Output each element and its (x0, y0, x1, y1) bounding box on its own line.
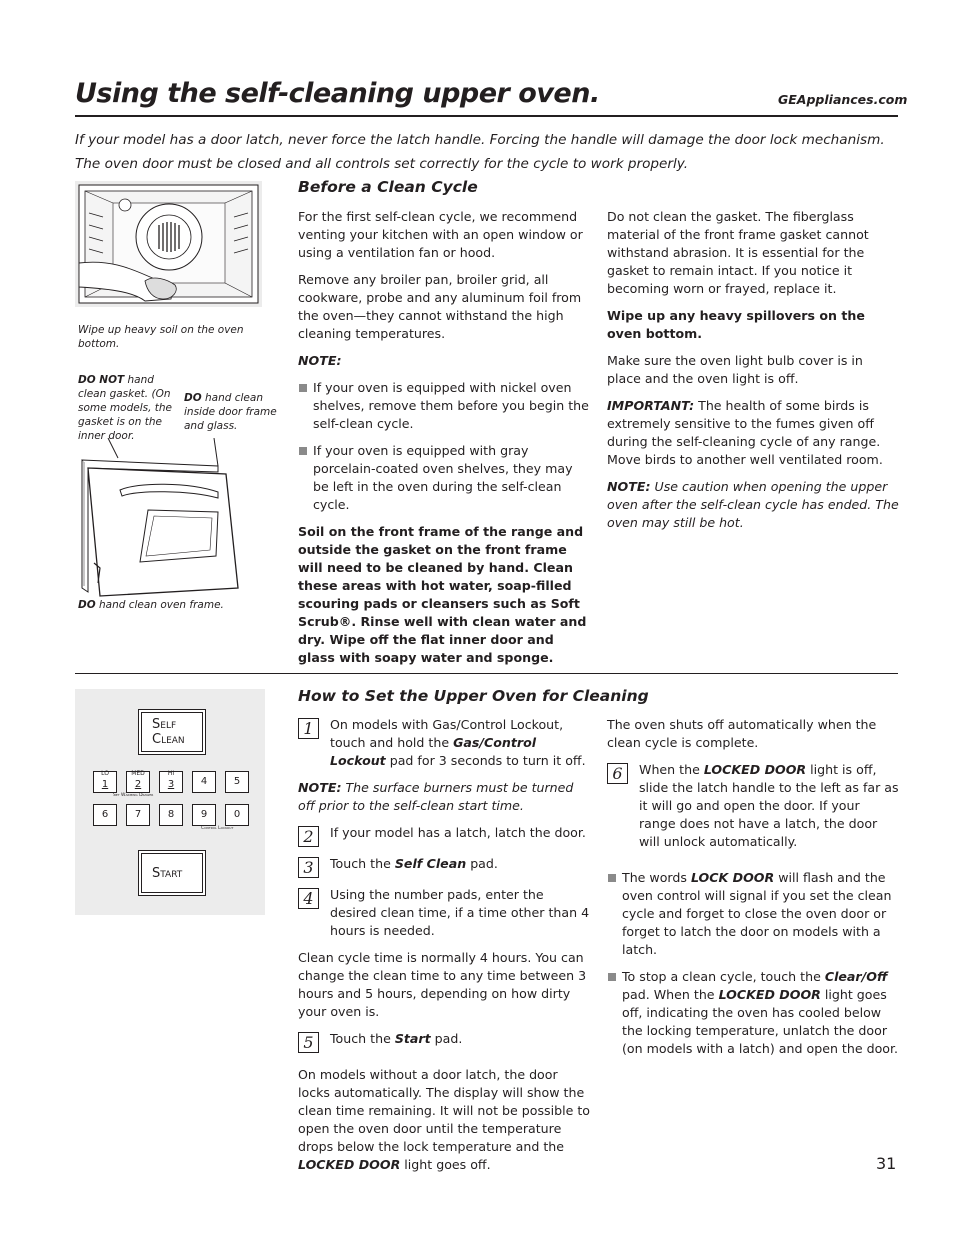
self-clean-label-1: Self (152, 717, 177, 732)
oven-door-figure (78, 438, 258, 598)
step-2: 2 If your model has a latch, latch the door. (298, 824, 590, 846)
intro-text (75, 128, 890, 176)
intro-line-1: If your model has a door latch, never force the latch handle. Forcing the handle will damage the door lock mechanism. (75, 132, 885, 148)
before-bullet-2: If your oven is equipped with gray porcelain-coated oven shelves, they may be left in the oven during the self-clean cycle. (298, 442, 590, 514)
step-4: 4 Using the number pads, enter the desired clean time, if a time other than 4 hours is needed. (298, 886, 590, 940)
oven-interior-figure (75, 181, 262, 307)
howto-time-para: Clean cycle time is normally 4 hours. You can change the clean time to any time between 3 hours and 5 hours, depending on how dirty your oven is. (298, 950, 587, 1019)
self-clean-label-2: Clean (152, 732, 185, 747)
self-clean-pad (138, 709, 206, 755)
key-6: 6 (93, 804, 117, 826)
step-3: 3 Touch the Self Clean pad. (298, 855, 590, 877)
step-6: 6 When the LOCKED DOOR light is off, slide the latch handle to the left as far as it will go and open the door. If your range does not have a latch, the door will unlock automatically. (607, 761, 899, 851)
step-4-number: 4 (298, 888, 319, 909)
do-frame-text: hand clean oven frame. (95, 599, 224, 611)
important-label: IMPORTANT: (607, 398, 695, 413)
step-5: 5 Touch the Start pad. (298, 1030, 590, 1052)
note2-label: NOTE: (607, 479, 651, 494)
warming-drawer-label: Set Warming Drawer (113, 793, 154, 798)
before-c2-bold: Wipe up any heavy spillovers on the oven bottom. (607, 308, 865, 341)
key-3: HI 3 (159, 771, 183, 793)
before-col2 (607, 208, 899, 541)
howto-heading: How to Set the Upper Oven for Cleaning (298, 687, 649, 705)
key-4: 4 (192, 771, 216, 793)
key-5: 5 (225, 771, 249, 793)
howto-col2 (607, 716, 899, 1067)
before-c2-p2: Make sure the oven light bulb cover is in place and the oven light is off. (607, 353, 863, 386)
before-p2: Remove any broiler pan, broiler grid, all cookware, probe and any aluminum foil from the oven—they cannot withstand the high cleaning temperatures. (298, 272, 582, 341)
oven-caption: Wipe up heavy soil on the oven bottom. (78, 324, 244, 350)
howto-bullet-1: The words LOCK DOOR will flash and the oven control will signal if you set the clean cycle and forget to close the oven door or forget to latch the door on models with a latch. (607, 869, 899, 959)
step-6-number: 6 (607, 763, 628, 784)
key-8: 8 (159, 804, 183, 826)
oven-door-illustration (78, 438, 258, 598)
step-3-number: 3 (298, 857, 319, 878)
start-label: Start (152, 866, 183, 881)
do-frame-label: DO (78, 599, 96, 611)
key-9: 9 (192, 804, 216, 826)
do-inside-label: DO (184, 392, 202, 404)
do-inside-text: hand clean inside door frame and glass. (184, 392, 277, 432)
key-1: LO 1 (93, 771, 117, 793)
header-rule (75, 115, 898, 117)
before-c2-p1: Do not clean the gasket. The fiberglass material of the front frame gasket cannot withstand abrasion. It is essential for the gasket to remain intact. If you notice it becoming worn or frayed, replace it. (607, 209, 869, 296)
howto-note: NOTE: The surface burners must be turned off prior to the self-clean start time. (298, 780, 574, 813)
before-note-label: NOTE: (298, 353, 342, 368)
howto-bullet-2: To stop a clean cycle, touch the Clear/Off pad. When the LOCKED DOOR light goes off, indicating the oven has cooled below the locking temperature, unlatch the door (on models with a latch) and open the door. (607, 968, 899, 1058)
before-heading: Before a Clean Cycle (298, 178, 478, 196)
do-inside-caption (184, 391, 279, 433)
step-5-number: 5 (298, 1032, 319, 1053)
website-label: GEAppliances.com (778, 92, 908, 107)
page-title: Using the self-cleaning upper oven. (75, 78, 600, 109)
important-text: The health of some birds is extremely sensitive to the fumes given off during the self-cleaning cycle of any range. Move birds to another well ventilated room. (607, 398, 883, 467)
control-lockout-label: Control Lockout (201, 826, 234, 831)
key-2: MED 2 (126, 771, 150, 793)
start-pad (138, 850, 206, 896)
page-number: 31 (876, 1154, 897, 1173)
section-divider (75, 673, 898, 674)
howto-c2-p1: The oven shuts off automatically when the clean cycle is complete. (607, 717, 877, 750)
control-panel-figure (75, 689, 265, 915)
step-2-number: 2 (298, 826, 319, 847)
before-p1: For the first self-clean cycle, we recommend venting your kitchen with an open window or using a ventilation fan or hood. (298, 209, 583, 260)
note2-text: Use caution when opening the upper oven after the self-clean cycle has ended. The oven may still be hot. (607, 479, 899, 530)
before-col1 (298, 208, 590, 676)
step-1-number: 1 (298, 718, 319, 739)
do-not-caption (78, 373, 173, 443)
do-not-text: hand clean gasket. (On some models, the gasket is on the inner door. (78, 374, 172, 442)
key-0: 0 (225, 804, 249, 826)
before-note2 (607, 478, 899, 532)
oven-interior-illustration (75, 181, 262, 307)
do-not-label: DO NOT (78, 374, 125, 386)
key-7: 7 (126, 804, 150, 826)
do-frame-caption (78, 598, 258, 612)
howto-nolatch-para: On models without a door latch, the door locks automatically. The display will show the clean time remaining. It will not be possible to open the oven door until the temperature drops below the lock temperature and the LOCKED DOOR light goes off. (298, 1067, 590, 1172)
intro-line-2: The oven door must be closed and all controls set correctly for the cycle to work properly. (75, 156, 689, 172)
step-1: 1 On models with Gas/Control Lockout, touch and hold the Gas/Control Lockout pad for 3 seconds to turn it off. (298, 716, 590, 770)
before-important (607, 397, 899, 469)
before-bold-para: Soil on the front frame of the range and outside the gasket on the front frame will need to be cleaned by hand. Clean these areas with hot water, soap-filled scouring pads or cleansers such as Soft Scrub®. Rinse well with clean water and dry. Wipe off the flat inner door and glass with soapy water and sponge. (298, 524, 587, 665)
before-bullet-1: If your oven is equipped with nickel oven shelves, remove them before you begin the self-clean cycle. (298, 379, 590, 433)
howto-col1 (298, 716, 590, 1183)
